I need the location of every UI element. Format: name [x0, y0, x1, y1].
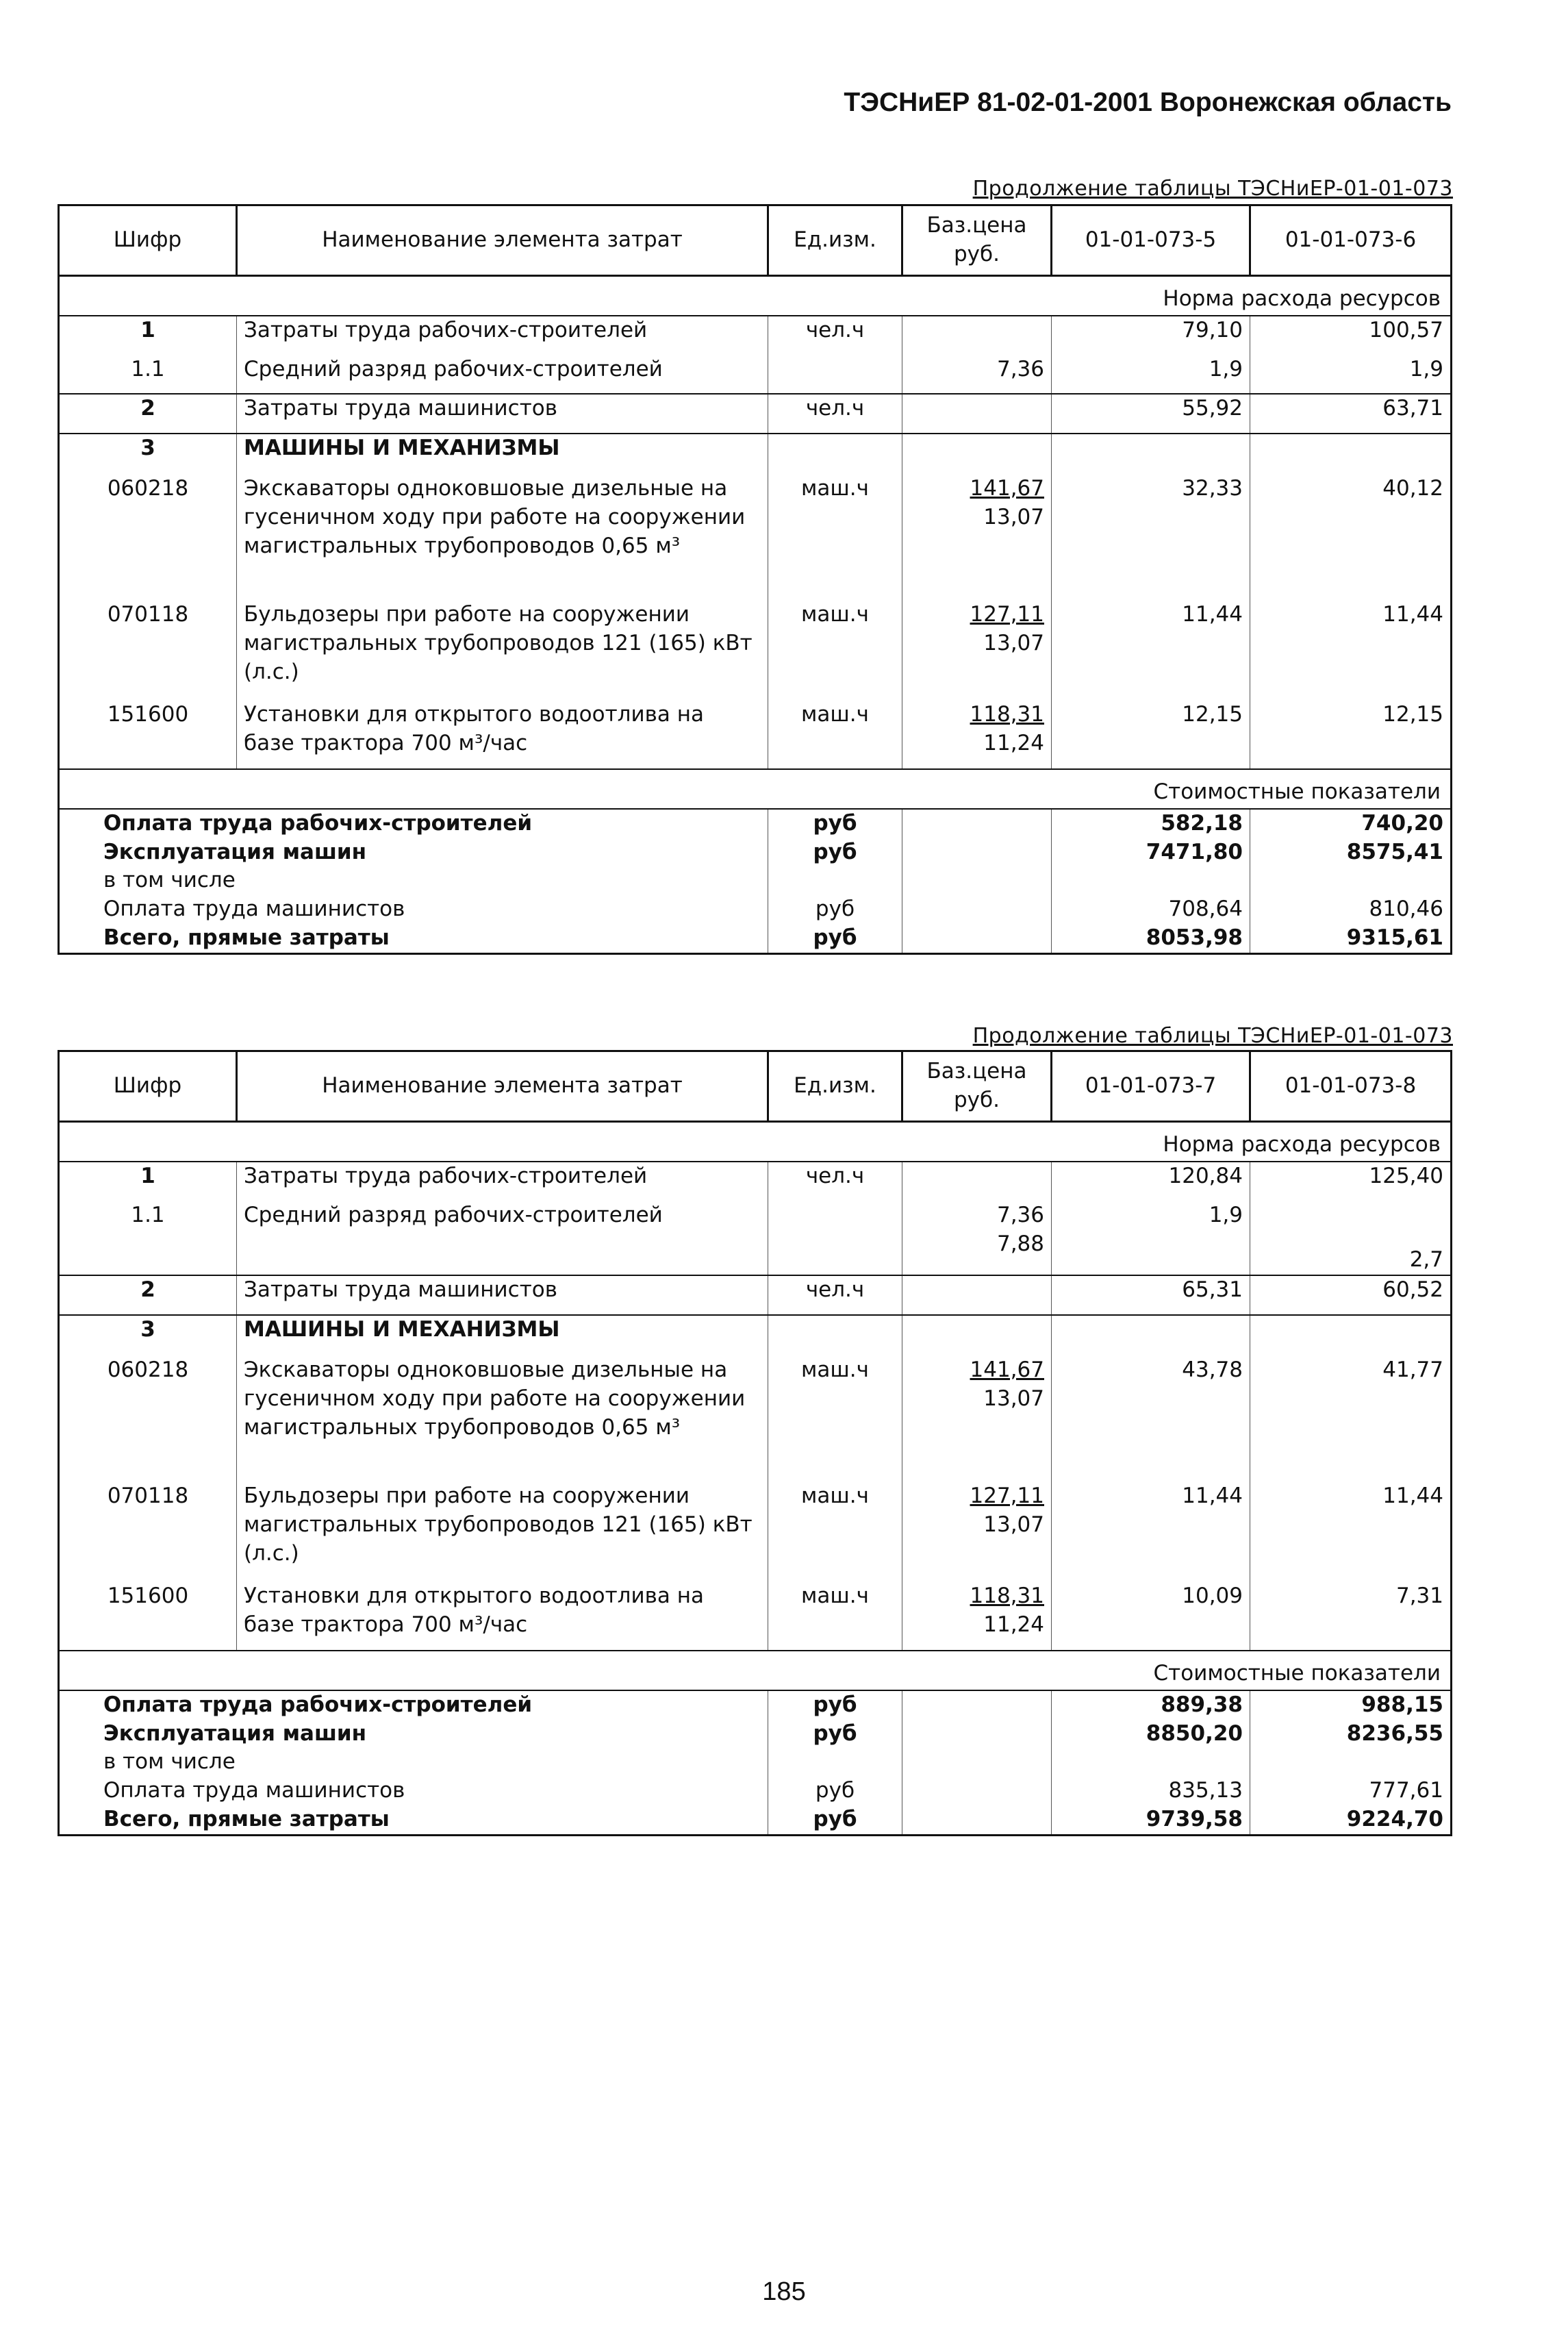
table-row: 1.1 Средний разряд рабочих-строителей 7,36 7,88 1,9 2,7 [59, 1201, 1452, 1275]
cost-row-total: Всего, прямые затраты руб 8053,98 9315,61 [59, 924, 1452, 953]
table-row: 060218 Экскаваторы одноковшовые дизельные на гусеничном ходу при работе на сооружении магистральных трубопроводов 0,65 м³ маш.ч 141,67 13,07 43,78 41,77 [59, 1356, 1452, 1482]
cost-row: Оплата труда машинистов руб 708,64 810,46 [59, 895, 1452, 924]
estimate-table-1 [58, 204, 1452, 955]
col-header-code: Шифр [59, 205, 237, 276]
col-header-code: Шифр [59, 1051, 237, 1122]
section-costs: Стоимостные показатели [59, 769, 1452, 809]
col-header-unit: Ед.изм. [768, 205, 902, 276]
table-row: 3 МАШИНЫ И МЕХАНИЗМЫ [59, 434, 1452, 475]
col-header-price: Баз.цена руб. [902, 1051, 1052, 1122]
section-norms: Норма расхода ресурсов [59, 276, 1452, 316]
table-row: 070118 Бульдозеры при работе на сооружении магистральных трубопроводов 121 (165) кВт (л.с.) маш.ч 127,11 13,07 11,44 11,44 [59, 1482, 1452, 1582]
col-header-a: 01-01-073-5 [1052, 205, 1250, 276]
col-header-unit: Ед.изм. [768, 1051, 902, 1122]
section-costs: Стоимостные показатели [59, 1651, 1452, 1690]
col-header-b: 01-01-073-6 [1250, 205, 1452, 276]
table-row: 1 Затраты труда рабочих-строителей чел.ч 79,10 100,57 [59, 316, 1452, 355]
cost-row: Оплата труда рабочих-строителей руб 889,38 988,15 [59, 1690, 1452, 1720]
page-number: 185 [762, 2277, 806, 2306]
col-header-price: Баз.цена руб. [902, 205, 1052, 276]
cost-row: Оплата труда рабочих-строителей руб 582,18 740,20 [59, 809, 1452, 838]
table-row: 1 Затраты труда рабочих-строителей чел.ч 120,84 125,40 [59, 1162, 1452, 1201]
document-header: ТЭСНиЕР 81-02-01-2001 Воронежская область [844, 88, 1452, 117]
cost-row: Оплата труда машинистов руб 835,13 777,61 [59, 1777, 1452, 1805]
table-continuation-label: Продолжение таблицы ТЭСНиЕР-01-01-073 [972, 1024, 1453, 1048]
table-row: 070118 Бульдозеры при работе на сооружении магистральных трубопроводов 121 (165) кВт (л.с.) маш.ч 127,11 13,07 11,44 11,44 [59, 601, 1452, 701]
table-row: 151600 Установки для открытого водоотлива на базе трактора 700 м³/час маш.ч 118,31 11,24 12,15 12,15 [59, 701, 1452, 769]
estimate-table-2 [58, 1050, 1452, 1836]
table-continuation-label: Продолжение таблицы ТЭСНиЕР-01-01-073 [972, 177, 1453, 201]
table-row: 060218 Экскаваторы одноковшовые дизельные на гусеничном ходу при работе на сооружении магистральных трубопроводов 0,65 м³ маш.ч 141,67 13,07 32,33 40,12 [59, 475, 1452, 601]
table-row: 3 МАШИНЫ И МЕХАНИЗМЫ [59, 1315, 1452, 1356]
cost-row-total: Всего, прямые затраты руб 9739,58 9224,70 [59, 1805, 1452, 1835]
cost-row: в том числе [59, 1748, 1452, 1777]
cost-row: Эксплуатация машин руб 7471,80 8575,41 [59, 838, 1452, 867]
col-header-name: Наименование элемента затрат [237, 205, 768, 276]
table-row: 151600 Установки для открытого водоотлива на базе трактора 700 м³/час маш.ч 118,31 11,24 10,09 7,31 [59, 1582, 1452, 1651]
table-row: 2 Затраты труда машинистов чел.ч 55,92 63,71 [59, 394, 1452, 434]
table-row: 2 Затраты труда машинистов чел.ч 65,31 60,52 [59, 1275, 1452, 1315]
cost-row: в том числе [59, 866, 1452, 895]
section-norms: Норма расхода ресурсов [59, 1122, 1452, 1162]
table-header-row [59, 205, 1452, 276]
col-header-b: 01-01-073-8 [1250, 1051, 1452, 1122]
col-header-a: 01-01-073-7 [1052, 1051, 1250, 1122]
table-row: 1.1 Средний разряд рабочих-строителей 7,36 1,9 1,9 [59, 355, 1452, 394]
col-header-name: Наименование элемента затрат [237, 1051, 768, 1122]
cost-row: Эксплуатация машин руб 8850,20 8236,55 [59, 1720, 1452, 1749]
table-header-row [59, 1051, 1452, 1122]
